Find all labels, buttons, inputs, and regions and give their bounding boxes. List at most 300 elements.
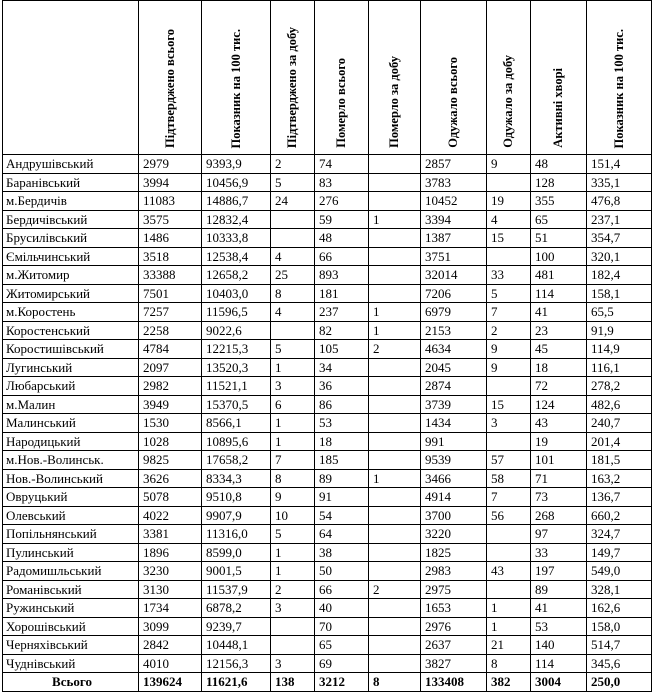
confirmed-total-cell: 4022 <box>139 506 202 525</box>
header-recovered-per-day-label: Одужало за добу <box>501 55 515 148</box>
recovered-per-day-cell: 9 <box>487 155 531 174</box>
deaths-total-cell: 50 <box>315 562 369 581</box>
recovered-total-cell: 2975 <box>421 580 487 599</box>
deaths-per-day-cell <box>369 599 421 618</box>
deaths-per-day-cell <box>369 562 421 581</box>
active-cases-cell: 101 <box>531 451 587 470</box>
deaths-per-day-cell <box>369 636 421 655</box>
district-name-cell: Хорошівський <box>3 617 139 636</box>
header-recovered-total <box>421 1 487 155</box>
recovered-per-day-cell: 58 <box>487 469 531 488</box>
rate-per-100k-cell: 14886,7 <box>202 192 271 211</box>
active-rate-per-100k-cell: 181,5 <box>587 451 652 470</box>
deaths-per-day-cell: 1 <box>369 210 421 229</box>
rate-per-100k-cell: 12215,3 <box>202 340 271 359</box>
recovered-per-day-cell <box>487 432 531 451</box>
recovered-per-day-cell <box>487 543 531 562</box>
deaths-per-day-cell <box>369 654 421 673</box>
rate-per-100k-cell: 12832,4 <box>202 210 271 229</box>
active-rate-per-100k-cell: 278,2 <box>587 377 652 396</box>
active-rate-per-100k-cell: 328,1 <box>587 580 652 599</box>
deaths-total-cell: 105 <box>315 340 369 359</box>
total-rate-per-100k-cell: 11621,6 <box>202 673 271 692</box>
recovered-per-day-cell: 1 <box>487 617 531 636</box>
deaths-per-day-cell: 1 <box>369 303 421 322</box>
confirmed-total-cell: 11083 <box>139 192 202 211</box>
active-cases-cell: 355 <box>531 192 587 211</box>
confirmed-total-cell: 2982 <box>139 377 202 396</box>
header-rate-per-100k-label: Показник на 100 тис. <box>228 28 243 148</box>
district-name-cell: м.Житомир <box>3 266 139 285</box>
active-rate-per-100k-cell: 151,4 <box>587 155 652 174</box>
active-cases-cell: 48 <box>531 155 587 174</box>
recovered-per-day-cell: 7 <box>487 303 531 322</box>
confirmed-total-cell: 3626 <box>139 469 202 488</box>
table-row <box>3 155 652 174</box>
active-rate-per-100k-cell: 320,1 <box>587 247 652 266</box>
confirmed-per-day-cell: 8 <box>271 284 315 303</box>
active-rate-per-100k-cell: 201,4 <box>587 432 652 451</box>
confirmed-per-day-cell: 8 <box>271 469 315 488</box>
active-rate-per-100k-cell: 182,4 <box>587 266 652 285</box>
deaths-per-day-cell <box>369 414 421 433</box>
table-row <box>3 580 652 599</box>
recovered-per-day-cell: 56 <box>487 506 531 525</box>
recovered-per-day-cell <box>487 173 531 192</box>
table-row <box>3 303 652 322</box>
recovered-total-cell: 3751 <box>421 247 487 266</box>
header-deaths-total <box>315 1 369 155</box>
recovered-per-day-cell: 43 <box>487 562 531 581</box>
active-cases-cell: 51 <box>531 229 587 248</box>
header-active-rate-per-100k <box>587 1 652 155</box>
confirmed-per-day-cell: 5 <box>271 173 315 192</box>
rate-per-100k-cell: 12658,2 <box>202 266 271 285</box>
confirmed-per-day-cell <box>271 321 315 340</box>
recovered-per-day-cell: 1 <box>487 599 531 618</box>
recovered-total-cell: 991 <box>421 432 487 451</box>
table-row <box>3 654 652 673</box>
confirmed-per-day-cell: 2 <box>271 580 315 599</box>
confirmed-per-day-cell: 1 <box>271 562 315 581</box>
district-name-cell: Малинський <box>3 414 139 433</box>
rate-per-100k-cell: 11316,0 <box>202 525 271 544</box>
recovered-per-day-cell: 2 <box>487 321 531 340</box>
deaths-total-cell: 276 <box>315 192 369 211</box>
active-cases-cell: 43 <box>531 414 587 433</box>
deaths-per-day-cell <box>369 266 421 285</box>
recovered-per-day-cell: 19 <box>487 192 531 211</box>
district-name-cell: Радомишльський <box>3 562 139 581</box>
district-name-cell: Брусилівський <box>3 229 139 248</box>
recovered-per-day-cell: 15 <box>487 229 531 248</box>
confirmed-total-cell: 2979 <box>139 155 202 174</box>
table-row <box>3 247 652 266</box>
rate-per-100k-cell: 13520,3 <box>202 358 271 377</box>
table-row <box>3 210 652 229</box>
header-deaths-total-label: Померло всього <box>334 58 348 148</box>
recovered-per-day-cell <box>487 525 531 544</box>
recovered-total-cell: 9539 <box>421 451 487 470</box>
table-row <box>3 432 652 451</box>
header-rate-per-100k <box>202 1 271 155</box>
deaths-total-cell: 70 <box>315 617 369 636</box>
confirmed-per-day-cell: 1 <box>271 543 315 562</box>
rate-per-100k-cell: 9510,8 <box>202 488 271 507</box>
district-name-cell: Романівський <box>3 580 139 599</box>
active-cases-cell: 23 <box>531 321 587 340</box>
recovered-per-day-cell: 7 <box>487 488 531 507</box>
recovered-total-cell: 4914 <box>421 488 487 507</box>
deaths-per-day-cell: 2 <box>369 340 421 359</box>
recovered-total-cell: 1434 <box>421 414 487 433</box>
recovered-total-cell: 3700 <box>421 506 487 525</box>
confirmed-per-day-cell: 6 <box>271 395 315 414</box>
deaths-per-day-cell <box>369 488 421 507</box>
district-name-cell: Чуднівський <box>3 654 139 673</box>
confirmed-per-day-cell: 1 <box>271 432 315 451</box>
active-cases-cell: 97 <box>531 525 587 544</box>
confirmed-total-cell: 3994 <box>139 173 202 192</box>
table-row <box>3 525 652 544</box>
recovered-total-cell: 2857 <box>421 155 487 174</box>
rate-per-100k-cell: 12538,4 <box>202 247 271 266</box>
district-name-cell: м.Малин <box>3 395 139 414</box>
table-row <box>3 284 652 303</box>
recovered-total-cell: 2874 <box>421 377 487 396</box>
header-deaths-per-day-label: Померло за добу <box>387 56 401 148</box>
table-row <box>3 266 652 285</box>
table-row <box>3 192 652 211</box>
table-row <box>3 488 652 507</box>
confirmed-total-cell: 3130 <box>139 580 202 599</box>
active-rate-per-100k-cell: 158,1 <box>587 284 652 303</box>
deaths-per-day-cell <box>369 543 421 562</box>
recovered-total-cell: 7206 <box>421 284 487 303</box>
confirmed-per-day-cell: 1 <box>271 358 315 377</box>
table-row <box>3 636 652 655</box>
active-rate-per-100k-cell: 476,8 <box>587 192 652 211</box>
active-rate-per-100k-cell: 162,6 <box>587 599 652 618</box>
confirmed-per-day-cell: 3 <box>271 654 315 673</box>
recovered-per-day-cell: 9 <box>487 358 531 377</box>
active-cases-cell: 53 <box>531 617 587 636</box>
rate-per-100k-cell: 9907,9 <box>202 506 271 525</box>
active-cases-cell: 197 <box>531 562 587 581</box>
confirmed-total-cell: 2258 <box>139 321 202 340</box>
header-active-cases-label: Активні хворі <box>551 68 565 148</box>
district-name-cell: Попільнянський <box>3 525 139 544</box>
rate-per-100k-cell: 10403,0 <box>202 284 271 303</box>
recovered-per-day-cell: 21 <box>487 636 531 655</box>
recovered-total-cell: 2983 <box>421 562 487 581</box>
recovered-per-day-cell: 33 <box>487 266 531 285</box>
deaths-per-day-cell <box>369 192 421 211</box>
rate-per-100k-cell: 8599,0 <box>202 543 271 562</box>
header-confirmed-total <box>139 1 202 155</box>
district-name-cell: Овруцький <box>3 488 139 507</box>
active-cases-cell: 124 <box>531 395 587 414</box>
confirmed-total-cell: 1896 <box>139 543 202 562</box>
total-recovered-total-cell: 133408 <box>421 673 487 692</box>
recovered-total-cell: 3394 <box>421 210 487 229</box>
confirmed-total-cell: 7257 <box>139 303 202 322</box>
deaths-per-day-cell <box>369 377 421 396</box>
active-cases-cell: 140 <box>531 636 587 655</box>
deaths-per-day-cell: 1 <box>369 321 421 340</box>
confirmed-total-cell: 9825 <box>139 451 202 470</box>
deaths-per-day-cell <box>369 617 421 636</box>
deaths-per-day-cell: 2 <box>369 580 421 599</box>
confirmed-total-cell: 3230 <box>139 562 202 581</box>
confirmed-per-day-cell <box>271 229 315 248</box>
active-rate-per-100k-cell: 549,0 <box>587 562 652 581</box>
deaths-total-cell: 91 <box>315 488 369 507</box>
district-name-cell: Пулинський <box>3 543 139 562</box>
table-row <box>3 377 652 396</box>
total-deaths-per-day-cell: 8 <box>369 673 421 692</box>
confirmed-per-day-cell: 24 <box>271 192 315 211</box>
deaths-per-day-cell <box>369 451 421 470</box>
deaths-total-cell: 48 <box>315 229 369 248</box>
deaths-per-day-cell: 1 <box>369 469 421 488</box>
header-active-cases <box>531 1 587 155</box>
recovered-total-cell: 3827 <box>421 654 487 673</box>
district-name-cell: Ємільчинський <box>3 247 139 266</box>
table-row <box>3 469 652 488</box>
deaths-per-day-cell <box>369 506 421 525</box>
recovered-total-cell: 3466 <box>421 469 487 488</box>
active-rate-per-100k-cell: 482,6 <box>587 395 652 414</box>
table-row <box>3 395 652 414</box>
rate-per-100k-cell: 9393,9 <box>202 155 271 174</box>
deaths-total-cell: 64 <box>315 525 369 544</box>
rate-per-100k-cell: 11521,1 <box>202 377 271 396</box>
recovered-total-cell: 2976 <box>421 617 487 636</box>
confirmed-per-day-cell: 9 <box>271 488 315 507</box>
confirmed-total-cell: 5078 <box>139 488 202 507</box>
deaths-per-day-cell <box>369 155 421 174</box>
active-cases-cell: 18 <box>531 358 587 377</box>
table-row <box>3 321 652 340</box>
deaths-total-cell: 18 <box>315 432 369 451</box>
confirmed-total-cell: 2842 <box>139 636 202 655</box>
deaths-per-day-cell <box>369 284 421 303</box>
confirmed-per-day-cell <box>271 636 315 655</box>
district-name-cell: Коростишівський <box>3 340 139 359</box>
district-name-cell: Народицький <box>3 432 139 451</box>
district-name-cell: Бердичівський <box>3 210 139 229</box>
confirmed-total-cell: 3381 <box>139 525 202 544</box>
header-confirmed-per-day <box>271 1 315 155</box>
confirmed-per-day-cell <box>271 617 315 636</box>
district-name-cell: Баранівський <box>3 173 139 192</box>
rate-per-100k-cell: 9001,5 <box>202 562 271 581</box>
recovered-total-cell: 1653 <box>421 599 487 618</box>
table-body <box>3 155 652 692</box>
deaths-per-day-cell <box>369 247 421 266</box>
recovered-per-day-cell: 57 <box>487 451 531 470</box>
deaths-total-cell: 181 <box>315 284 369 303</box>
rate-per-100k-cell: 10448,1 <box>202 636 271 655</box>
active-rate-per-100k-cell: 149,7 <box>587 543 652 562</box>
active-cases-cell: 33 <box>531 543 587 562</box>
deaths-total-cell: 36 <box>315 377 369 396</box>
confirmed-per-day-cell: 1 <box>271 414 315 433</box>
rate-per-100k-cell: 10456,9 <box>202 173 271 192</box>
active-rate-per-100k-cell: 114,9 <box>587 340 652 359</box>
table-row <box>3 173 652 192</box>
active-cases-cell: 114 <box>531 654 587 673</box>
active-rate-per-100k-cell: 354,7 <box>587 229 652 248</box>
deaths-total-cell: 34 <box>315 358 369 377</box>
recovered-total-cell: 2045 <box>421 358 487 377</box>
confirmed-total-cell: 3575 <box>139 210 202 229</box>
total-confirmed-per-day-cell: 138 <box>271 673 315 692</box>
confirmed-total-cell: 1530 <box>139 414 202 433</box>
active-rate-per-100k-cell: 324,7 <box>587 525 652 544</box>
active-rate-per-100k-cell: 660,2 <box>587 506 652 525</box>
header-recovered-per-day <box>487 1 531 155</box>
deaths-per-day-cell <box>369 432 421 451</box>
district-name-cell: Ружинський <box>3 599 139 618</box>
confirmed-per-day-cell: 25 <box>271 266 315 285</box>
total-confirmed-total-cell: 139624 <box>139 673 202 692</box>
active-cases-cell: 268 <box>531 506 587 525</box>
active-rate-per-100k-cell: 136,7 <box>587 488 652 507</box>
confirmed-total-cell: 3099 <box>139 617 202 636</box>
rate-per-100k-cell: 8334,3 <box>202 469 271 488</box>
recovered-total-cell: 32014 <box>421 266 487 285</box>
recovered-total-cell: 6979 <box>421 303 487 322</box>
deaths-per-day-cell <box>369 358 421 377</box>
total-active-cases-cell: 3004 <box>531 673 587 692</box>
table-row <box>3 340 652 359</box>
active-rate-per-100k-cell: 240,7 <box>587 414 652 433</box>
table-row <box>3 599 652 618</box>
district-name-cell: Нов.-Волинський <box>3 469 139 488</box>
active-rate-per-100k-cell: 335,1 <box>587 173 652 192</box>
rate-per-100k-cell: 11537,9 <box>202 580 271 599</box>
active-rate-per-100k-cell: 158,0 <box>587 617 652 636</box>
recovered-total-cell: 4634 <box>421 340 487 359</box>
active-cases-cell: 72 <box>531 377 587 396</box>
active-cases-cell: 65 <box>531 210 587 229</box>
confirmed-total-cell: 33388 <box>139 266 202 285</box>
district-name-cell: Любарський <box>3 377 139 396</box>
active-rate-per-100k-cell: 163,2 <box>587 469 652 488</box>
table-row <box>3 358 652 377</box>
district-name-cell: м.Коростень <box>3 303 139 322</box>
confirmed-total-cell: 3518 <box>139 247 202 266</box>
header-recovered-total-label: Одужало всього <box>446 57 460 148</box>
active-cases-cell: 41 <box>531 303 587 322</box>
active-rate-per-100k-cell: 345,6 <box>587 654 652 673</box>
rate-per-100k-cell: 9022,6 <box>202 321 271 340</box>
recovered-total-cell: 1387 <box>421 229 487 248</box>
deaths-per-day-cell <box>369 395 421 414</box>
active-cases-cell: 73 <box>531 488 587 507</box>
rate-per-100k-cell: 12156,3 <box>202 654 271 673</box>
deaths-total-cell: 53 <box>315 414 369 433</box>
rate-per-100k-cell: 6878,2 <box>202 599 271 618</box>
confirmed-total-cell: 1028 <box>139 432 202 451</box>
deaths-per-day-cell <box>369 173 421 192</box>
confirmed-total-cell: 1734 <box>139 599 202 618</box>
deaths-total-cell: 83 <box>315 173 369 192</box>
district-name-cell: Андрушівський <box>3 155 139 174</box>
total-recovered-per-day-cell: 382 <box>487 673 531 692</box>
recovered-total-cell: 3220 <box>421 525 487 544</box>
active-cases-cell: 89 <box>531 580 587 599</box>
recovered-total-cell: 3739 <box>421 395 487 414</box>
confirmed-per-day-cell: 4 <box>271 303 315 322</box>
total-row <box>3 673 652 692</box>
confirmed-per-day-cell: 5 <box>271 340 315 359</box>
district-name-cell: м.Нов.-Волинськ. <box>3 451 139 470</box>
deaths-total-cell: 74 <box>315 155 369 174</box>
recovered-total-cell: 1825 <box>421 543 487 562</box>
deaths-total-cell: 89 <box>315 469 369 488</box>
rate-per-100k-cell: 10333,8 <box>202 229 271 248</box>
table-row <box>3 506 652 525</box>
confirmed-per-day-cell: 4 <box>271 247 315 266</box>
rate-per-100k-cell: 8566,1 <box>202 414 271 433</box>
header-district <box>3 1 139 155</box>
deaths-total-cell: 59 <box>315 210 369 229</box>
confirmed-per-day-cell: 10 <box>271 506 315 525</box>
confirmed-total-cell: 4010 <box>139 654 202 673</box>
recovered-per-day-cell <box>487 580 531 599</box>
active-cases-cell: 128 <box>531 173 587 192</box>
active-cases-cell: 100 <box>531 247 587 266</box>
recovered-total-cell: 10452 <box>421 192 487 211</box>
total-deaths-total-cell: 3212 <box>315 673 369 692</box>
active-cases-cell: 45 <box>531 340 587 359</box>
active-rate-per-100k-cell: 91,9 <box>587 321 652 340</box>
rate-per-100k-cell: 10895,6 <box>202 432 271 451</box>
district-name-cell: Житомирський <box>3 284 139 303</box>
total-district-name-cell: Всього <box>3 673 139 692</box>
district-name-cell: Коростенський <box>3 321 139 340</box>
confirmed-per-day-cell: 3 <box>271 599 315 618</box>
deaths-total-cell: 82 <box>315 321 369 340</box>
active-rate-per-100k-cell: 514,7 <box>587 636 652 655</box>
confirmed-total-cell: 1486 <box>139 229 202 248</box>
deaths-total-cell: 40 <box>315 599 369 618</box>
recovered-total-cell: 2637 <box>421 636 487 655</box>
active-cases-cell: 41 <box>531 599 587 618</box>
rate-per-100k-cell: 9239,7 <box>202 617 271 636</box>
recovered-per-day-cell: 15 <box>487 395 531 414</box>
header-active-rate-per-100k-label: Показник на 100 тис. <box>611 28 626 148</box>
deaths-total-cell: 66 <box>315 580 369 599</box>
district-name-cell: Олевський <box>3 506 139 525</box>
active-cases-cell: 114 <box>531 284 587 303</box>
confirmed-per-day-cell <box>271 210 315 229</box>
district-name-cell: Черняхівський <box>3 636 139 655</box>
district-name-cell: м.Бердичів <box>3 192 139 211</box>
table-row <box>3 229 652 248</box>
deaths-total-cell: 86 <box>315 395 369 414</box>
confirmed-per-day-cell: 7 <box>271 451 315 470</box>
table-row <box>3 451 652 470</box>
recovered-per-day-cell <box>487 247 531 266</box>
deaths-total-cell: 66 <box>315 247 369 266</box>
deaths-total-cell: 69 <box>315 654 369 673</box>
table-row <box>3 543 652 562</box>
recovered-per-day-cell: 5 <box>487 284 531 303</box>
